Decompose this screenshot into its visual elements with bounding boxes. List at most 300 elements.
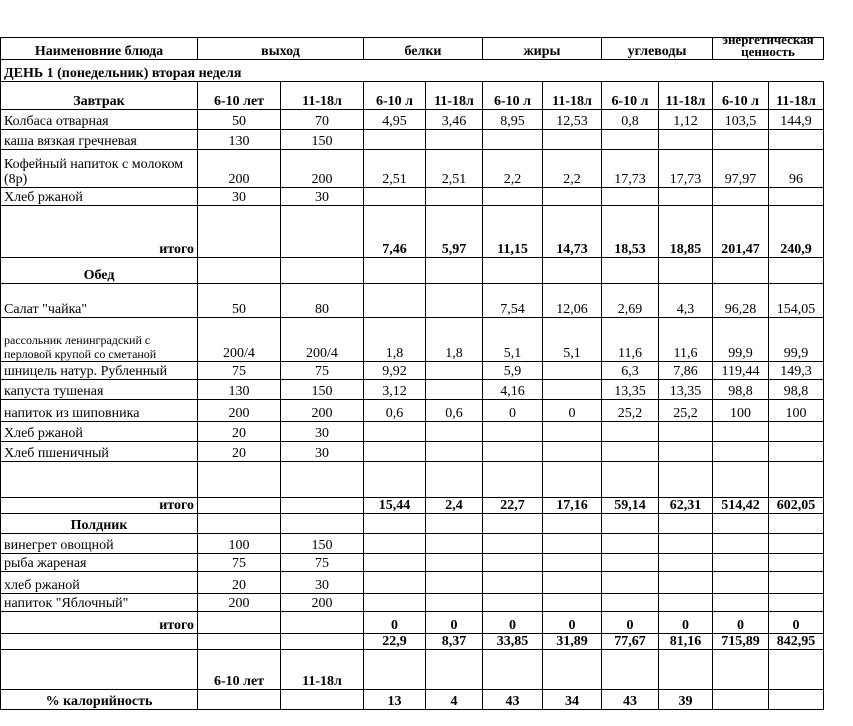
value-cell: 98,8 <box>769 380 824 400</box>
empty-cell <box>198 514 281 534</box>
value-cell: 25,2 <box>659 400 713 422</box>
empty-cell <box>1 650 198 690</box>
value-cell: 8,95 <box>483 110 543 130</box>
value-cell: 200 <box>198 594 281 612</box>
value-cell: 17,16 <box>543 498 602 514</box>
age-col-header: 6-10 л <box>713 82 769 110</box>
value-cell: 30 <box>281 442 364 462</box>
dish-name: винегрет овощной <box>1 534 198 554</box>
empty-cell <box>769 462 824 498</box>
dish-name: Хлеб ржаной <box>1 188 198 206</box>
empty-cell <box>281 514 364 534</box>
dish-name: Хлеб ржаной <box>1 422 198 442</box>
empty-cell <box>713 514 769 534</box>
age-footer-row <box>1 650 824 690</box>
value-cell <box>364 188 426 206</box>
empty-cell <box>364 462 426 498</box>
value-cell: 43 <box>602 690 659 710</box>
calorie-label: % калорийность <box>1 690 198 710</box>
value-cell: 12,53 <box>543 110 602 130</box>
value-cell <box>543 130 602 150</box>
value-cell: 7,46 <box>364 206 426 258</box>
value-cell <box>483 188 543 206</box>
value-cell: 100 <box>198 534 281 554</box>
value-cell <box>543 594 602 612</box>
empty-cell <box>483 514 543 534</box>
value-cell <box>602 130 659 150</box>
empty-cell <box>281 462 364 498</box>
value-cell: 0 <box>602 612 659 634</box>
value-cell <box>769 534 824 554</box>
value-cell <box>769 572 824 594</box>
dish-name: шницель натур. Рубленный <box>1 362 198 380</box>
ration-table <box>0 37 824 710</box>
value-cell <box>713 594 769 612</box>
value-cell: 0 <box>483 612 543 634</box>
empty-cell <box>659 514 713 534</box>
dish-name: напиток из шиповника <box>1 400 198 422</box>
value-cell: 130 <box>198 130 281 150</box>
value-cell <box>364 534 426 554</box>
value-cell <box>426 442 483 462</box>
dish-header: Наименовние блюда <box>1 38 198 60</box>
value-cell: 130 <box>198 380 281 400</box>
value-cell <box>602 442 659 462</box>
age-footer-cell: 11-18л <box>281 650 364 690</box>
value-cell <box>659 188 713 206</box>
value-cell <box>602 594 659 612</box>
value-cell: 22,7 <box>483 498 543 514</box>
value-cell: 100 <box>713 400 769 422</box>
value-cell: 200 <box>281 594 364 612</box>
value-cell: 5,9 <box>483 362 543 380</box>
value-cell: 3,12 <box>364 380 426 400</box>
value-cell <box>198 498 281 514</box>
value-cell: 22,9 <box>364 634 426 650</box>
value-cell <box>769 422 824 442</box>
lunch-row <box>1 284 824 318</box>
header-row <box>1 38 824 60</box>
value-cell: 0 <box>769 612 824 634</box>
dish-name: Салат "чайка" <box>1 284 198 318</box>
dish-name: Хлеб пшеничный <box>1 442 198 462</box>
value-cell <box>364 422 426 442</box>
value-cell <box>483 572 543 594</box>
value-cell: 30 <box>281 422 364 442</box>
total-label: итого <box>1 612 198 634</box>
empty-cell <box>543 462 602 498</box>
empty-cell <box>713 462 769 498</box>
dish-name: каша вязкая гречневая <box>1 130 198 150</box>
value-cell: 0 <box>713 612 769 634</box>
value-cell: 0 <box>543 400 602 422</box>
value-cell: 200 <box>198 150 281 188</box>
value-cell <box>483 534 543 554</box>
value-cell: 20 <box>198 422 281 442</box>
value-cell <box>483 442 543 462</box>
value-cell: 80 <box>281 284 364 318</box>
snack-row <box>1 554 824 572</box>
age-col-header: 6-10 л <box>483 82 543 110</box>
snack-header-row <box>1 514 824 534</box>
value-cell: 150 <box>281 380 364 400</box>
lunch-row <box>1 422 824 442</box>
value-cell: 70 <box>281 110 364 130</box>
dish-name: рыба жареная <box>1 554 198 572</box>
value-cell: 2,69 <box>602 284 659 318</box>
empty-cell <box>364 258 426 284</box>
value-cell: 2,51 <box>364 150 426 188</box>
empty-cell <box>426 650 483 690</box>
value-cell: 5,1 <box>483 318 543 362</box>
value-cell: 103,5 <box>713 110 769 130</box>
value-cell: 34 <box>543 690 602 710</box>
dish-name: рассольник ленинградский с перловой крупой со сметаной <box>1 318 198 362</box>
value-cell: 17,73 <box>659 150 713 188</box>
value-cell: 75 <box>281 362 364 380</box>
value-cell <box>426 362 483 380</box>
value-cell <box>659 534 713 554</box>
value-cell: 2,2 <box>483 150 543 188</box>
lunch-row <box>1 362 824 380</box>
value-cell: 81,16 <box>659 634 713 650</box>
value-cell: 200/4 <box>281 318 364 362</box>
age-col-header: 6-10 лет <box>198 82 281 110</box>
value-cell: 20 <box>198 572 281 594</box>
value-cell: 12,06 <box>543 284 602 318</box>
empty-cell <box>713 258 769 284</box>
empty-cell <box>602 514 659 534</box>
value-cell <box>543 572 602 594</box>
value-cell <box>543 188 602 206</box>
snack-row <box>1 572 824 594</box>
dish-name: напиток "Яблочный" <box>1 594 198 612</box>
value-cell <box>281 498 364 514</box>
value-cell: 31,89 <box>543 634 602 650</box>
value-cell: 200/4 <box>198 318 281 362</box>
empty-cell <box>364 650 426 690</box>
value-cell <box>659 594 713 612</box>
value-cell <box>364 554 426 572</box>
value-cell: 18,85 <box>659 206 713 258</box>
value-cell: 11,6 <box>659 318 713 362</box>
energy-header-label: энергетическая ценность <box>722 37 814 59</box>
value-cell <box>198 690 281 710</box>
value-cell: 200 <box>281 150 364 188</box>
empty-cell <box>543 258 602 284</box>
carbs-header: углеводы <box>602 38 713 60</box>
value-cell: 0 <box>426 612 483 634</box>
value-cell <box>483 554 543 572</box>
empty-cell <box>281 258 364 284</box>
value-cell <box>713 130 769 150</box>
value-cell: 1,8 <box>364 318 426 362</box>
value-cell <box>483 422 543 442</box>
empty-cell <box>602 462 659 498</box>
value-cell <box>659 572 713 594</box>
value-cell: 0 <box>659 612 713 634</box>
value-cell <box>543 422 602 442</box>
value-cell: 98,8 <box>713 380 769 400</box>
value-cell: 11,6 <box>602 318 659 362</box>
lunch-spacer-row <box>1 462 824 498</box>
value-cell <box>543 534 602 554</box>
value-cell: 119,44 <box>713 362 769 380</box>
value-cell: 842,95 <box>769 634 824 650</box>
value-cell: 715,89 <box>713 634 769 650</box>
empty-cell <box>198 462 281 498</box>
value-cell <box>713 690 769 710</box>
empty-cell <box>713 650 769 690</box>
value-cell <box>769 690 824 710</box>
value-cell <box>602 572 659 594</box>
value-cell <box>659 554 713 572</box>
yield-header: выход <box>198 38 364 60</box>
breakfast-row <box>1 110 824 130</box>
empty-cell <box>659 650 713 690</box>
value-cell <box>713 422 769 442</box>
value-cell <box>426 284 483 318</box>
value-cell: 4,95 <box>364 110 426 130</box>
dish-name: капуста тушеная <box>1 380 198 400</box>
value-cell <box>198 634 281 650</box>
empty-cell <box>543 514 602 534</box>
value-cell: 7,86 <box>659 362 713 380</box>
value-cell <box>426 594 483 612</box>
lunch-row <box>1 442 824 462</box>
value-cell <box>426 130 483 150</box>
value-cell <box>543 362 602 380</box>
calorie-row <box>1 690 824 710</box>
value-cell: 5,1 <box>543 318 602 362</box>
breakfast-row <box>1 150 824 188</box>
value-cell: 20 <box>198 442 281 462</box>
value-cell: 0 <box>483 400 543 422</box>
value-cell: 75 <box>281 554 364 572</box>
dish-name: хлеб ржаной <box>1 572 198 594</box>
lunch-label: Обед <box>1 258 198 284</box>
empty-cell <box>659 462 713 498</box>
value-cell <box>713 442 769 462</box>
value-cell <box>426 534 483 554</box>
day-label: ДЕНЬ 1 (понедельник) вторая неделя <box>1 60 824 82</box>
breakfast-total-row <box>1 206 824 258</box>
breakfast-row <box>1 130 824 150</box>
value-cell <box>364 572 426 594</box>
value-cell <box>281 634 364 650</box>
empty-cell <box>364 514 426 534</box>
day-row <box>1 60 824 82</box>
empty-cell <box>543 650 602 690</box>
value-cell <box>659 442 713 462</box>
lunch-row <box>1 318 824 362</box>
value-cell: 8,37 <box>426 634 483 650</box>
value-cell <box>659 422 713 442</box>
value-cell: 50 <box>198 110 281 130</box>
value-cell <box>198 612 281 634</box>
age-col-header: 6-10 л <box>602 82 659 110</box>
value-cell <box>659 130 713 150</box>
value-cell: 150 <box>281 534 364 554</box>
age-col-header: 6-10 л <box>364 82 426 110</box>
snack-row <box>1 534 824 554</box>
value-cell <box>483 594 543 612</box>
value-cell: 75 <box>198 362 281 380</box>
value-cell: 0 <box>543 612 602 634</box>
value-cell: 200 <box>281 400 364 422</box>
value-cell: 62,31 <box>659 498 713 514</box>
value-cell: 240,9 <box>769 206 824 258</box>
value-cell <box>426 554 483 572</box>
value-cell <box>483 130 543 150</box>
empty-cell <box>483 650 543 690</box>
value-cell <box>769 594 824 612</box>
energy-header <box>713 38 824 60</box>
value-cell: 4 <box>426 690 483 710</box>
dish-name: Колбаса отварная <box>1 110 198 130</box>
value-cell: 514,42 <box>713 498 769 514</box>
value-cell <box>602 534 659 554</box>
value-cell <box>281 206 364 258</box>
value-cell <box>364 442 426 462</box>
empty-cell <box>1 634 198 650</box>
snack-row <box>1 594 824 612</box>
value-cell <box>602 554 659 572</box>
value-cell: 30 <box>281 188 364 206</box>
value-cell: 3,46 <box>426 110 483 130</box>
age-footer-cell: 6-10 лет <box>198 650 281 690</box>
total-label: итого <box>1 498 198 514</box>
value-cell <box>713 554 769 572</box>
value-cell <box>543 380 602 400</box>
value-cell <box>426 572 483 594</box>
empty-cell <box>659 258 713 284</box>
value-cell: 11,15 <box>483 206 543 258</box>
value-cell: 1,12 <box>659 110 713 130</box>
value-cell: 201,47 <box>713 206 769 258</box>
value-cell <box>769 130 824 150</box>
value-cell <box>769 188 824 206</box>
value-cell: 4,16 <box>483 380 543 400</box>
value-cell: 96,28 <box>713 284 769 318</box>
value-cell: 18,53 <box>602 206 659 258</box>
snack-label: Полдник <box>1 514 198 534</box>
value-cell: 30 <box>198 188 281 206</box>
empty-cell <box>426 258 483 284</box>
value-cell: 39 <box>659 690 713 710</box>
value-cell <box>281 612 364 634</box>
value-cell: 6,3 <box>602 362 659 380</box>
lunch-row <box>1 400 824 422</box>
value-cell: 50 <box>198 284 281 318</box>
value-cell: 4,3 <box>659 284 713 318</box>
value-cell <box>364 130 426 150</box>
value-cell <box>769 554 824 572</box>
value-cell: 150 <box>281 130 364 150</box>
value-cell: 13,35 <box>602 380 659 400</box>
empty-cell <box>1 462 198 498</box>
value-cell <box>713 572 769 594</box>
total-label: итого <box>1 206 198 258</box>
age-col-header: 11-18л <box>426 82 483 110</box>
value-cell: 7,54 <box>483 284 543 318</box>
value-cell: 9,92 <box>364 362 426 380</box>
dish-name: Кофейный напиток с молоком (8р) <box>1 150 198 188</box>
value-cell: 17,73 <box>602 150 659 188</box>
value-cell: 14,73 <box>543 206 602 258</box>
value-cell: 2,4 <box>426 498 483 514</box>
breakfast-label: Завтрак <box>1 82 198 110</box>
value-cell: 5,97 <box>426 206 483 258</box>
grand-total-row <box>1 634 824 650</box>
empty-cell <box>602 258 659 284</box>
value-cell: 96 <box>769 150 824 188</box>
value-cell <box>426 422 483 442</box>
value-cell: 15,44 <box>364 498 426 514</box>
value-cell <box>543 442 602 462</box>
value-cell: 149,3 <box>769 362 824 380</box>
value-cell: 0,8 <box>602 110 659 130</box>
value-cell: 25,2 <box>602 400 659 422</box>
age-col-header: 11-18л <box>659 82 713 110</box>
value-cell: 144,9 <box>769 110 824 130</box>
value-cell <box>543 554 602 572</box>
value-cell: 13 <box>364 690 426 710</box>
empty-cell <box>483 462 543 498</box>
snack-total-row <box>1 612 824 634</box>
value-cell: 99,9 <box>713 318 769 362</box>
value-cell <box>713 188 769 206</box>
value-cell <box>769 442 824 462</box>
value-cell: 602,05 <box>769 498 824 514</box>
empty-cell <box>769 258 824 284</box>
value-cell: 1,8 <box>426 318 483 362</box>
breakfast-header-row <box>1 82 824 110</box>
value-cell: 33,85 <box>483 634 543 650</box>
value-cell: 75 <box>198 554 281 572</box>
value-cell <box>426 380 483 400</box>
empty-cell <box>769 650 824 690</box>
value-cell <box>281 690 364 710</box>
value-cell: 30 <box>281 572 364 594</box>
age-col-header: 11-18л <box>281 82 364 110</box>
value-cell <box>602 422 659 442</box>
value-cell: 59,14 <box>602 498 659 514</box>
value-cell: 2,51 <box>426 150 483 188</box>
value-cell: 2,2 <box>543 150 602 188</box>
value-cell: 13,35 <box>659 380 713 400</box>
empty-cell <box>426 462 483 498</box>
value-cell: 200 <box>198 400 281 422</box>
empty-cell <box>769 514 824 534</box>
value-cell <box>602 188 659 206</box>
value-cell: 0,6 <box>426 400 483 422</box>
value-cell <box>364 284 426 318</box>
value-cell <box>713 534 769 554</box>
value-cell <box>426 188 483 206</box>
protein-header: белки <box>364 38 483 60</box>
value-cell <box>364 594 426 612</box>
lunch-total-row <box>1 498 824 514</box>
lunch-header-row <box>1 258 824 284</box>
empty-cell <box>483 258 543 284</box>
value-cell <box>198 206 281 258</box>
value-cell: 97,97 <box>713 150 769 188</box>
value-cell: 0 <box>364 612 426 634</box>
empty-cell <box>198 258 281 284</box>
empty-cell <box>426 514 483 534</box>
fat-header: жиры <box>483 38 602 60</box>
